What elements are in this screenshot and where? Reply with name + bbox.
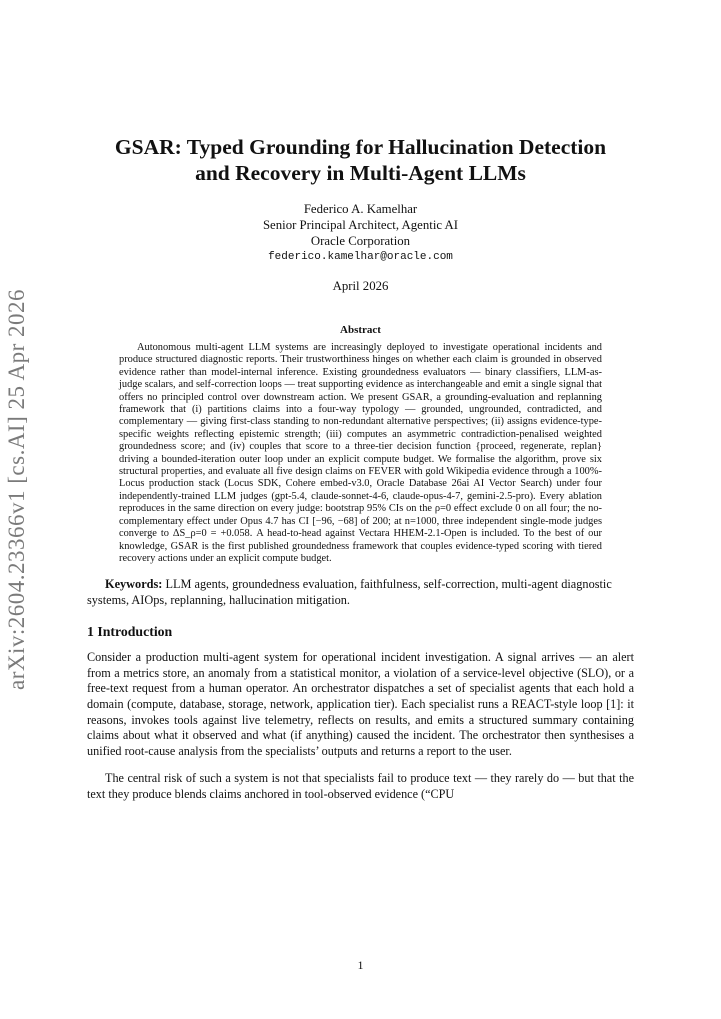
intro-paragraph-1: Consider a production multi-agent system for operational incident investigation. A signal arrives — an alert from a metrics store, an anomaly from a statistical monitor, a violation of a service-level objective (SLO), or a free-text request from a human operator. An orchestrator dispatches a set of specialist agents that each hold a domain (compute, database, storage, network, application tier). Each specialist runs a REACT-style loop [1]: it reasons, invokes tools against live telemetry, reflects on results, and emits a structured summary containing claims about what it observed and what (if anything) caused the incident. The orchestrator then synthesises a unified root-cause analysis from the specialists’ outputs and returns a report to the user. [87, 650, 634, 758]
author-block [87, 201, 634, 265]
arxiv-identifier-stamp: arXiv:2604.23366v1 [cs.AI] 25 Apr 2026 [4, 288, 29, 690]
intro-paragraph-2: The central risk of such a system is not that specialists fail to produce text — they rarely do — but that the text they produce blends claims anchored in tool-observed evidence (“CPU [87, 771, 634, 802]
title-line-2: and Recovery in Multi-Agent LLMs [195, 161, 526, 185]
page-number: 1 [357, 958, 364, 972]
author-name: Federico A. Kamelhar [303, 202, 418, 216]
keywords [87, 577, 634, 608]
keywords-list: LLM agents, groundedness evaluation, faithfulness, self-correction, multi-agent diagnostic systems, AIOps, replanning, hallucination mitigation. [87, 577, 612, 607]
keywords-label: Keywords: [105, 577, 163, 592]
author-email: federico.kamelhar@oracle.com [268, 251, 453, 263]
title-line-1: GSAR: Typed Grounding for Hallucination Detection [114, 135, 607, 159]
paper-page [87, 134, 634, 815]
paper-title [87, 134, 634, 186]
abstract-heading: Abstract [340, 324, 381, 336]
abstract-text: Autonomous multi-agent LLM systems are increasingly deployed to investigate operational incidents and produce structured diagnostic reports. Their trustworthiness hinges on whether each claim is grounded in observed evidence rather than model-internal inference. Existing groundedness evaluators — binary classifiers, LLM-as-judge scalars, and self-correction loops — treat supporting evidence as interchangeable and emit a single signal that offers no principled control over downstream action. We present GSAR, a grounding-evaluation and replanning framework that (i) partitions claims into a four-way typology — grounded, ungrounded, contradicted, and complementary — giving first-class standing to non-redundant alternative perspectives; (ii) assigns evidence-type-specific weights reflecting epistemic strength; (iii) computes an asymmetric contradiction-penalised weighted groundedness score; and (iv) couples that score to a three-tier decision function {proceed, regenerate, replan} driving a bounded-iteration outer loop under an explicit compute budget. We formalise the algorithm, prove six structural properties, and evaluate all five design claims on FEVER with gold Wikipedia evidence through a 100%-Locus production stack (Locus SDK, Cohere embed-v3.0, Oracle Database 26ai AI Vector Search) under four independently-trained LLM judges (gpt-5.4, claude-sonnet-4-6, claude-opus-4-7, gemini-2.5-pro). Every ablation reproduces in the same direction on every judge: bootstrap 95% CIs on the ρ=0 effect exclude 0 on all four; the no-complementary effect under Opus 4.7 has CI [−96, −68] of 200; at n=1000, three independent single-mode judges converge to ΔS_ρ=0 = +0.058. A head-to-head against Vectara HHEM-2.1-Open is included. To the best of our knowledge, GSAR is the first published groundedness framework that couples evidence-typed scoring with tiered recovery actions under an explicit compute budget. [119, 342, 602, 564]
author-org: Oracle Corporation [310, 234, 411, 248]
author-role: Senior Principal Architect, Agentic AI [262, 218, 459, 232]
publication-date: April 2026 [332, 279, 389, 293]
section-heading-introduction: 1 Introduction [87, 624, 173, 640]
